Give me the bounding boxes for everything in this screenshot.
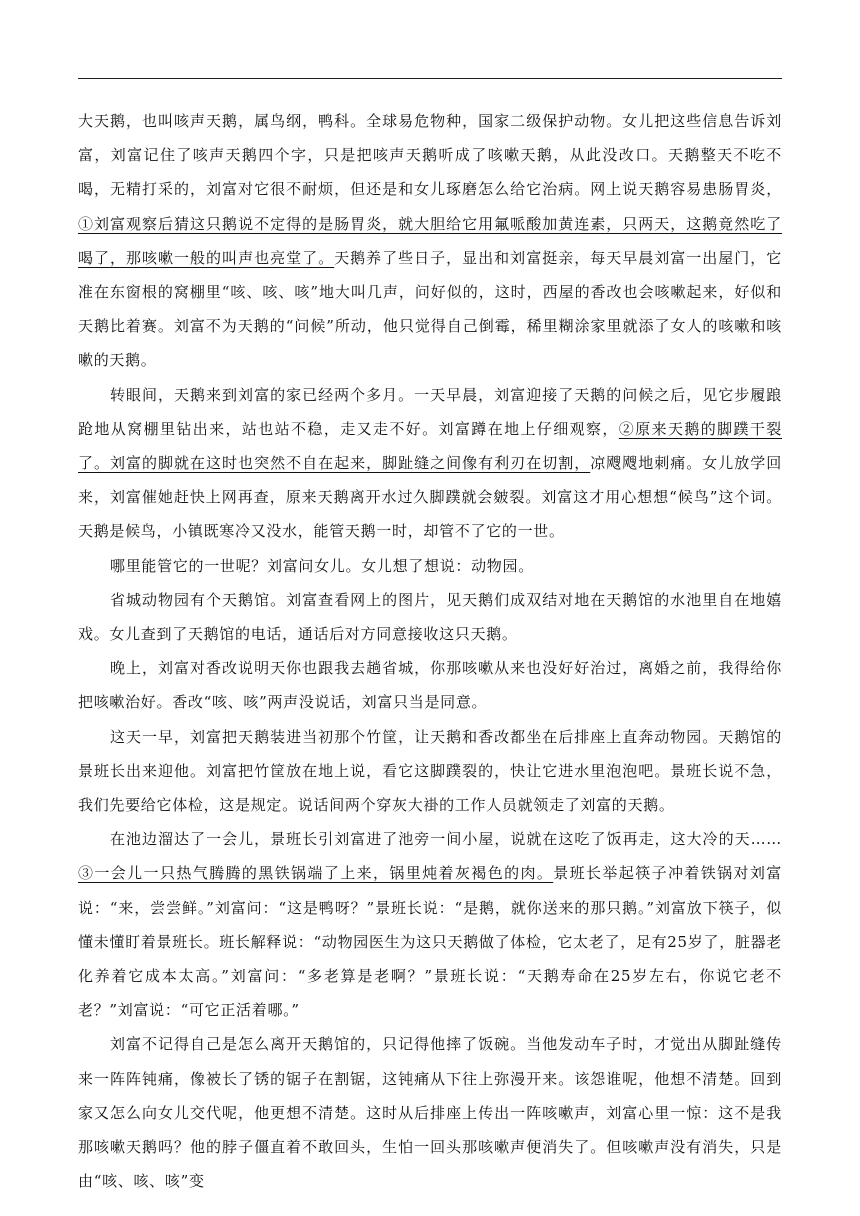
underlined-sentence: ②原来天鹅的脚蹼干裂了。刘富的脚就在这时也突然不自在起来，脚趾缝之间像有利刃在切割， <box>78 419 782 473</box>
paragraph <box>78 651 782 719</box>
article-body <box>78 104 782 1199</box>
underlined-sentence: ①刘富观察后猜这只鹅说不定得的是肠胃炎，就大胆给它用氟哌酸加黄连素，只两天，这鹅竟然吃了喝了，那咳嗽一般的叫声也亮堂了。 <box>78 214 782 267</box>
text-run: 凉飕飕地刺痛。女儿放学回来，刘富催她赶快上网再查，原来天鹅离开水过久脚蹼就会皴裂。刘富这才用心想想“候鸟”这个词。天鹅是候鸟，小镇既寒冷又没水，能管天鹅一时，却管不了它的一世。 <box>78 454 782 541</box>
paragraph <box>78 583 782 651</box>
paragraph <box>78 822 782 1027</box>
paragraph <box>78 549 782 583</box>
text-run: 晚上，刘富对香改说明天你也跟我去趟省城，你那咳嗽从来也没好好治过，离婚之前，我得给你把咳嗽治好。香改“咳、咳”两声没说话，刘富只当是同意。 <box>78 659 782 712</box>
underlined-sentence: ③一会儿一只热气腾腾的黑铁锅端了上来，锅里炖着灰褐色的肉。 <box>78 864 554 883</box>
paragraph <box>78 720 782 823</box>
text-run: 天鹅养了些日子，显出和刘富挺亲，每天早晨刘富一出屋门，它准在东窗根的窝棚里“咳、咳、咳”地大叫几声，问好似的，这时，西屋的香改也会咳嗽起来，好似和天鹅比着赛。刘富不为天鹅的“问候”所动，他只觉得自己倒霉，稀里糊涂家里就添了女人的咳嗽和咳嗽的天鹅。 <box>78 248 782 370</box>
text-run: 这天一早，刘富把天鹅装进当初那个竹筐，让天鹅和香改都坐在后排座上直奔动物园。天鹅馆的景班长出来迎他。刘富把竹筐放在地上说，看它这脚蹼裂的，快让它进水里泡泡吧。景班长说不急，我们先要给它体检，这是规定。说话间两个穿灰大褂的工作人员就领走了刘富的天鹅。 <box>78 727 782 815</box>
text-run: 大天鹅，也叫咳声天鹅，属鸟纲，鸭科。全球易危物种，国家二级保护动物。女儿把这些信息告诉刘富，刘富记住了咳声天鹅四个字，只是把咳声天鹅听成了咳嗽天鹅，从此没改口。天鹅整天不吃不喝，无精打采的，刘富对它很不耐烦，但还是和女儿琢磨怎么给它治病。网上说天鹅容易患肠胃炎， <box>78 112 782 199</box>
header-rule <box>78 78 782 79</box>
text-run: 刘富不记得自己是怎么离开天鹅馆的，只记得他摔了饭碗。当他发动车子时，才觉出从脚趾缝传来一阵阵钝痛，像被长了锈的锯子在割锯，这钝痛从下往上弥漫开来。该怨谁呢，他想不清楚。回到家又怎么向女儿交代呢，他更想不清楚。这时从后排座上传出一阵咳嗽声，刘富心里一惊：这不是我那咳嗽天鹅吗？他的脖子僵直着不敢回头，生怕一回头那咳嗽声便消失了。但咳嗽声没有消失，只是由“咳、咳、咳”变 <box>78 1035 782 1191</box>
text-run: 省城动物园有个天鹅馆。刘富查看网上的图片，见天鹅们成双结对地在天鹅馆的水池里自在地嬉戏。女儿查到了天鹅馆的电话，通话后对方同意接收这只天鹅。 <box>78 590 782 644</box>
text-run: 转眼间，天鹅来到刘富的家已经两个多月。一天早晨，刘富迎接了天鹅的问候之后，见它步履踉跄地从窝棚里钻出来，站也站不稳，走又走不好。刘富蹲在地上仔细观察， <box>78 385 782 438</box>
text-run: 在池边溜达了一会儿，景班长引刘富进了池旁一间小屋，说就在这吃了饭再走，这大冷的天…… <box>110 830 782 849</box>
text-run: 哪里能管它的一世呢？刘富问女儿。女儿想了想说：动物园。 <box>110 556 534 575</box>
paragraph <box>78 104 782 378</box>
text-run: 景班长举起筷子冲着铁锅对刘富说：“来，尝尝鲜。”刘富问：“这是鸭呀？”景班长说：“是鹅，就你送来的那只鹅。”刘富放下筷子，似懂未懂盯着景班长。班长解释说：“动物园医生为这只天鹅做了体检，它太老了，足有25岁了，脏器老化养着它成本太高。”刘富问：“多老算是老啊？”景班长说：“天鹅寿命在25岁左右，你说它老不老？”刘富说：“可它正活着哪。” <box>78 864 782 1020</box>
paragraph <box>78 1027 782 1198</box>
paragraph <box>78 378 782 549</box>
